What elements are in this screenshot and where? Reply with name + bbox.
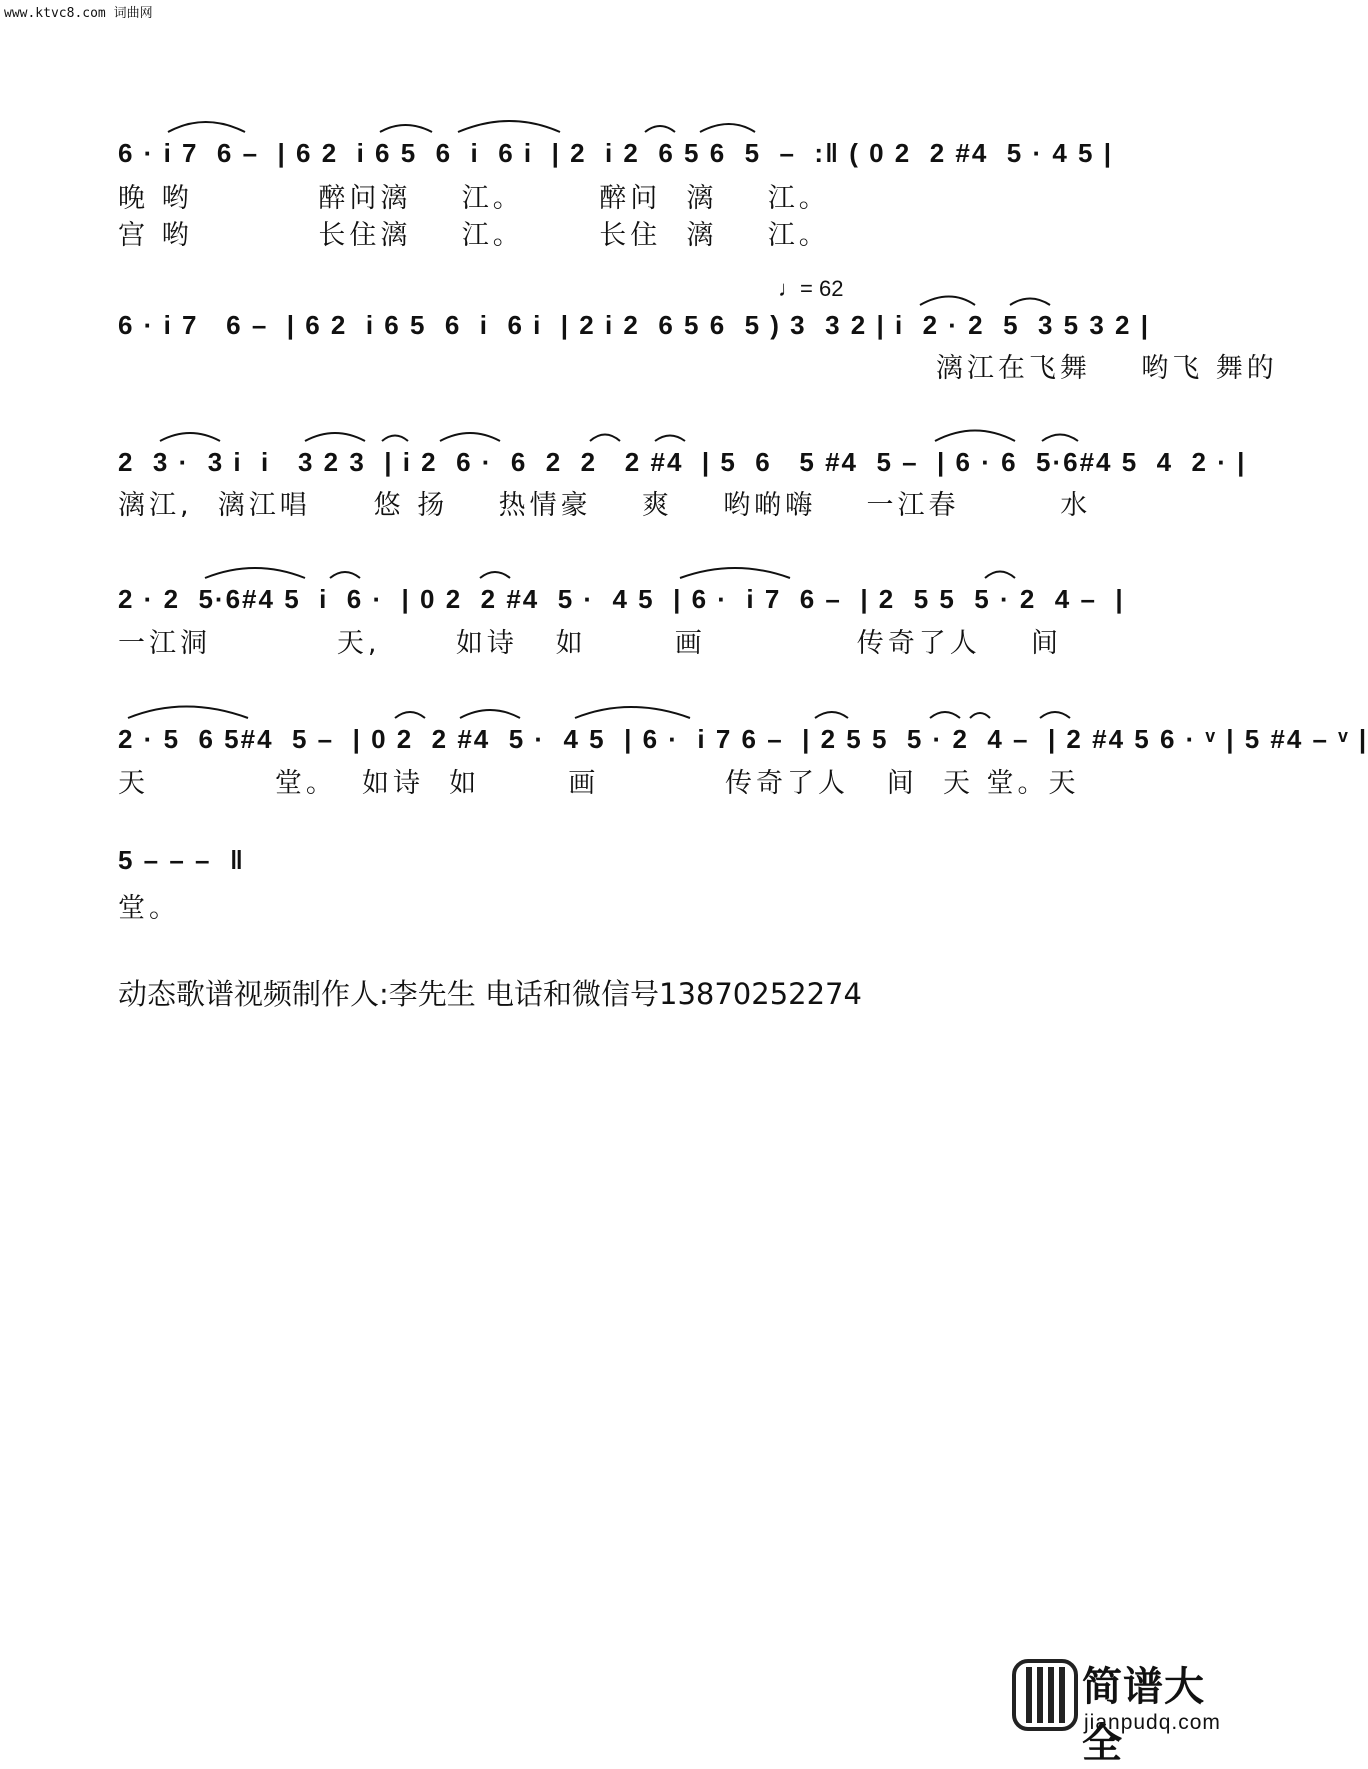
site-logo [1012,1655,1232,1767]
notation-line-3: 2 3 · 3 i i 3 2 3 | i 2 6 · 6 2 2 2 #4 | 5 6 5 #4 5 – | 6 · 6 5·6#4 5 4 2 · | [118,447,1247,477]
notation-line-6: 5 – – – ‖ [118,845,245,875]
logo-url: jianpudq.com [1084,1711,1221,1734]
footer-credit: 动态歌谱视频制作人:李先生 电话和微信号13870252274 [118,977,862,1011]
notation-line-2: 6 · i 7 6 – | 6 2 i 6 5 6 i 6 i | 2 i 2 6 5 6 5 ) 3 3 2 | i 2 · 2 5 3 5 3 2 | [118,310,1151,340]
lyric-line-1b: 宫 哟 长住漓 江。 长住 漓 江。 [118,220,830,251]
lyric-line-4: 一江洞 天, 如诗 如 画 传奇了人 间 [118,628,1063,659]
notation-line-1: 6 · i 7 6 – | 6 2 i 6 5 6 i 6 i | 2 i 2 6 5 6 5 – :‖ ( 0 2 2 #4 5 · 4 5 | [118,138,1113,168]
lyric-line-5: 天 堂。 如诗 如 画 传奇了人 间 天 堂。天 [118,768,1080,799]
lyric-line-6: 堂。 [118,893,180,924]
notation-line-4: 2 · 2 5·6#4 5 i 6 · | 0 2 2 #4 5 · 4 5 | 6 · i 7 6 – | 2 5 5 5 · 2 4 – | [118,584,1125,614]
tempo-marking: ♩= 62 [778,276,844,301]
lyric-line-3: 漓江, 漓江唱 悠 扬 热情豪 爽 哟啲嗨 一江春 水 [118,490,1092,521]
lyric-line-1a: 晚 哟 醉问漓 江。 醉问 漓 江。 [118,183,830,214]
lyric-line-2: 漓江在飞舞 哟飞 舞的 [118,353,1278,384]
watermark: www.ktvc8.com 词曲网 [4,6,153,21]
logo-title: 简谱大全 [1082,1664,1205,1767]
notation-line-5: 2 · 5 6 5#4 5 – | 0 2 2 #4 5 · 4 5 | 6 · i 7 6 – | 2 5 5 5 · 2 4 – | 2 #4 5 6 · ᵛ | 5 #4 – ᵛ | [118,724,1368,754]
piano-keys-icon [1012,1659,1078,1731]
